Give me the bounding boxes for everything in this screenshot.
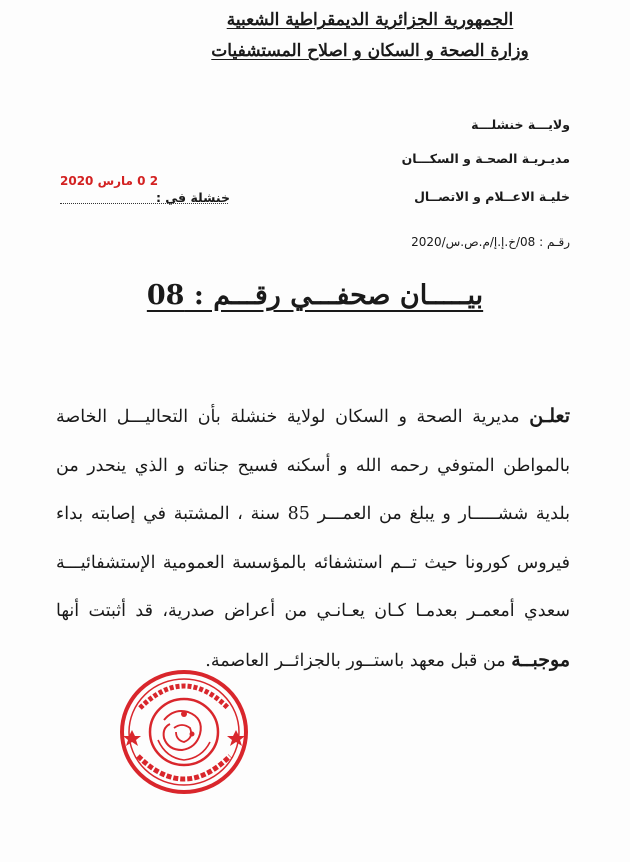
meta-cell: خليـة الاعــلام و الاتصــال (414, 189, 570, 204)
statement-lead: تعلـن (529, 405, 570, 427)
header-republic: الجمهورية الجزائرية الديمقراطية الشعبية (226, 10, 514, 30)
statement-tail: من قبل معهد باستــور بالجزائــر العاصمة. (205, 650, 512, 671)
header-ministry: وزارة الصحة و السكان و اصلاح المستشفيات (211, 41, 529, 61)
page-title: بيـــــان صحفـــي رقـــم : 08 (146, 280, 484, 311)
statement-text: مديرية الصحة و السكان لولاية خنشلة بأن التحاليـــل الخاصة بالمواطن المتوفي رحمه الله و أسكنه فسيح جناته و الذي ينحدر من بلدية ششـــــار و يبلغ من العمـــر 85 سنة ، المشتبة في إصابته بداء فيروس كورونا حيث تــم استشفائه بالمؤسسة العمومية الإستشفائيـــة سعدي أمعمـر بعدمـا كـان يعـانـي من أعراض صدرية، قد أثبتت أنها (56, 407, 570, 621)
meta-wilaya: ولايـــة خنشلـــة (471, 117, 570, 132)
official-seal-stamp (118, 668, 250, 796)
date-stamp: 2 0 مارس 2020 (60, 174, 159, 188)
meta-reference: رقـم : 08/خ.إ.إ/م.ص.س/2020 (411, 235, 570, 249)
place-date-label: خنشلة في : (155, 190, 230, 205)
statement-body (56, 392, 570, 685)
meta-directorate: مديـريـة الصحـة و السكـــان (401, 151, 570, 166)
statement-emphasis: موجبــة (511, 648, 570, 671)
date-dotted-line (60, 192, 228, 204)
